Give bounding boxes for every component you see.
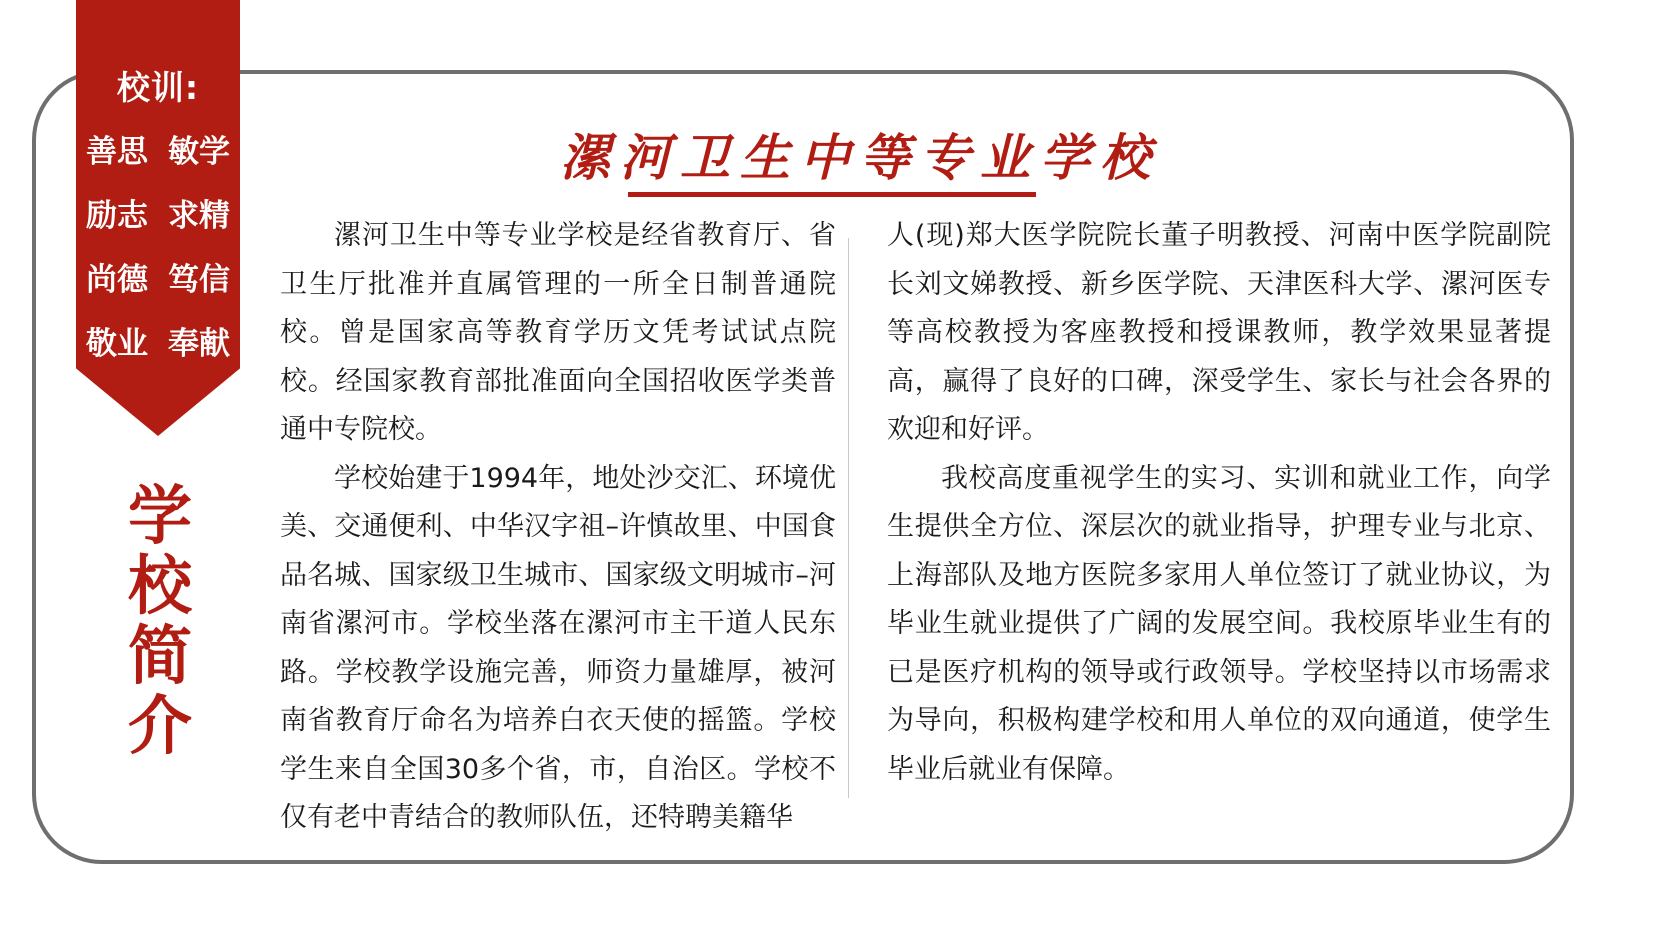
section-title-char: 校 (128, 549, 192, 624)
column-divider (848, 238, 849, 798)
motto-word: 善思 (86, 134, 148, 170)
section-title-char: 介 (128, 689, 192, 764)
motto-row (76, 254, 240, 299)
left-text-column (280, 212, 836, 843)
title-underline (628, 192, 1036, 197)
motto-label: 校训: (116, 68, 200, 107)
section-title-char: 学 (128, 479, 192, 554)
motto-word: 奉献 (168, 326, 230, 362)
section-title-vertical (120, 479, 200, 764)
motto-word: 敏学 (168, 134, 230, 170)
section-title-char: 简 (128, 619, 192, 694)
paragraph: 漯河卫生中等专业学校是经省教育厅、省卫生厅批准并直属管理的一所全日制普通院校。曾是国家高等教育学历文凭考试试点院校。经国家教育部批准面向全国招收医学类普通中专院校。 (280, 220, 836, 445)
school-name-title: 漯河卫生中等专业学校 (560, 128, 1160, 187)
motto-word: 求精 (168, 198, 230, 234)
motto-row (76, 190, 240, 235)
paragraph-continuation: 人(现)郑大医学院院长董子明教授、河南中医学院副院长刘文娣教授、新乡医学院、天津医科大学、漯河医专等高校教授为客座教授和授课教师，教学效果显著提高，赢得了良好的口碑，深受学生、家长与社会各界的欢迎和好评。 (887, 220, 1551, 445)
motto-row (76, 318, 240, 363)
motto-word: 尚德 (86, 262, 148, 298)
paragraph: 学校始建于1994年，地处沙交汇、环境优美、交通便利、中华汉字祖–许慎故里、中国食品名城、国家级卫生城市、国家级文明城市–河南省漯河市。学校坐落在漯河市主干道人民东路。学校教学设施完善，师资力量雄厚，被河南省教育厅命名为培养白衣天使的摇篮。学校学生来自全国30多个省，市，自治区。学校不仅有老中青结合的教师队伍，还特聘美籍华 (280, 462, 836, 833)
right-text-column (887, 212, 1551, 794)
motto-word: 敬业 (86, 326, 148, 362)
motto-word: 笃信 (168, 262, 230, 298)
motto-word: 励志 (86, 198, 148, 234)
motto-row (76, 126, 240, 171)
paragraph: 我校高度重视学生的实习、实训和就业工作，向学生提供全方位、深层次的就业指导，护理专业与北京、上海部队及地方医院多家用人单位签订了就业协议，为毕业生就业提供了广阔的发展空间。我校原毕业生有的已是医疗机构的领导或行政领导。学校坚持以市场需求为导向，积极构建学校和用人单位的双向通道，使学生毕业后就业有保障。 (887, 462, 1551, 785)
